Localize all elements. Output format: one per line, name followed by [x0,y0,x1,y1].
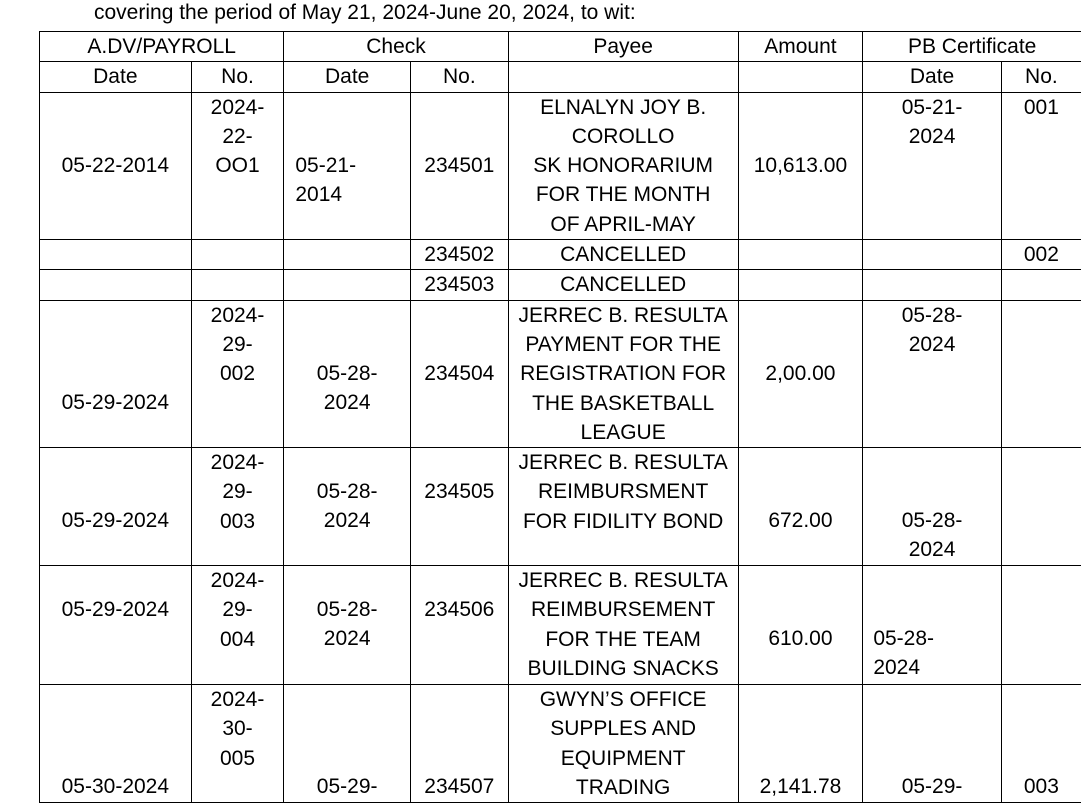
pb-date-cell [863,240,1001,270]
header-check-date: Date [284,62,411,92]
check-no-cell [410,566,508,685]
check-date-cell [284,566,411,685]
amount-cell [738,685,863,803]
dv-no-cell [191,92,284,239]
payee-line: SK HONORARIUM [509,151,738,180]
payee-line: REGISTRATION FOR [509,359,738,388]
pb-date-line: 05-28- [863,506,1000,535]
check-no-cell: 234504 [410,300,508,447]
dv-no-line: 2024- [192,685,284,714]
table-row [40,92,1081,239]
payee-line: LEAGUE [509,418,738,447]
dv-date-line: 05-29-2024 [40,595,191,624]
payee-cell [508,92,738,239]
table-row [40,685,1081,803]
dv-no-line: 005 [192,744,284,773]
table-row [40,240,1081,270]
check-date-line: 2024 [284,388,410,417]
dv-date-cell: 05-22-2014 [40,92,192,239]
pb-date-line: 05-28- [863,301,1000,330]
payee-cell [508,300,738,447]
dv-date-line: 05-30-2024 [40,772,191,801]
dv-no-line: 002 [192,359,284,388]
dv-date-cell [40,685,192,803]
amount-line: 672.00 [739,506,863,535]
header-dv-no: No. [191,62,284,92]
dv-date-cell [40,448,192,566]
check-date-cell [284,240,411,270]
dv-date-line: 05-29-2024 [40,506,191,535]
amount-line: 2,141.78 [739,772,863,801]
disbursement-table [39,31,1081,803]
dv-date-line: 05-29-2024 [40,388,191,417]
check-date-line: 2014 [295,180,410,209]
amount-cell [738,566,863,685]
payee-line: FOR THE MONTH [509,180,738,209]
dv-no-line: OO1 [192,151,284,180]
dv-no-line: 30- [192,714,284,743]
dv-date-cell [40,270,192,300]
pb-date-line: 2024 [863,330,1000,359]
check-date-line: 05-28- [284,477,410,506]
check-no-cell: 234501 [410,92,508,239]
header-pb-no: No. [1001,62,1081,92]
dv-no-cell [191,448,284,566]
check-no-line: 234505 [411,477,508,506]
header-dv-date: Date [40,62,192,92]
header-row-sub [40,62,1081,92]
header-row-group [40,32,1081,62]
table-row [40,566,1081,685]
payee-line: PAYMENT FOR THE [509,330,738,359]
payee-line: THE BASKETBALL [509,389,738,418]
pb-date-line: 05-29- [863,772,1000,801]
dv-no-line: 2024- [192,448,284,477]
check-no-cell: 234502 [410,240,508,270]
header-payee: Payee [508,32,738,62]
dv-no-cell [191,240,284,270]
header-pb-date: Date [863,62,1001,92]
pb-date-cell [863,448,1001,566]
payee-line: ELNALYN JOY B. [509,93,738,122]
table-row [40,448,1081,566]
payee-line: BUILDING SNACKS [509,654,738,683]
header-check: Check [284,32,508,62]
pb-no-line: 003 [1002,772,1081,801]
amount-cell [738,270,863,300]
header-dv-payroll: A.DV/PAYROLL [40,32,284,62]
dv-no-line: 2024- [192,566,284,595]
check-date-line: 05-28- [284,359,410,388]
payee-line: REIMBURSMENT [509,477,738,506]
check-no-cell: 234503 [410,270,508,300]
payee-line: GWYN’S OFFICE [509,685,738,714]
dv-no-line: 003 [192,507,284,536]
header-payee-blank [508,62,738,92]
dv-date-cell [40,566,192,685]
pb-no-cell [1001,685,1081,803]
check-date-cell [284,270,411,300]
check-date-cell [284,448,411,566]
pb-no-cell [1001,566,1081,685]
check-date-line: 05-28- [284,595,410,624]
check-no-line: 234507 [411,772,508,801]
dv-no-line: 004 [192,625,284,654]
payee-line: JERREC B. RESULTA [509,301,738,330]
table-row [40,300,1081,447]
payee-line: FOR FIDILITY BOND [509,507,738,536]
dv-no-line: 29- [192,595,284,624]
check-date-line: 05-29- [284,772,410,801]
dv-no-line: 29- [192,330,284,359]
dv-no-cell [191,300,284,447]
amount-line: 610.00 [739,624,863,653]
payee-line: SUPPLES AND [509,714,738,743]
check-date-line: 2024 [284,506,410,535]
payee-line: COROLLO [509,122,738,151]
payee-line: FOR THE TEAM [509,625,738,654]
pb-no-cell [1001,270,1081,300]
pb-date-line: 05-21- [863,93,1000,122]
header-check-no: No. [410,62,508,92]
pb-date-line: 05-28- [873,624,1000,653]
payee-cell: CANCELLED [508,270,738,300]
payee-line: JERREC B. RESULTA [509,448,738,477]
amount-cell: 2,00.00 [738,300,863,447]
header-amount-blank [738,62,863,92]
amount-cell [738,448,863,566]
payee-line: EQUIPMENT [509,744,738,773]
check-date-cell [284,685,411,803]
pb-date-line: 2024 [863,535,1000,564]
pb-date-cell [863,92,1001,239]
payee-line: TRADING [509,773,738,802]
pb-date-line: 2024 [873,653,1000,682]
pb-no-cell [1001,300,1081,447]
payee-cell: CANCELLED [508,240,738,270]
payee-cell [508,685,738,803]
dv-no-line: 22- [192,122,284,151]
pb-no-cell: 002 [1001,240,1081,270]
pb-date-cell [863,566,1001,685]
dv-date-cell [40,240,192,270]
pb-date-cell [863,270,1001,300]
pb-no-cell: 001 [1001,92,1081,239]
check-date-line: 2024 [284,624,410,653]
pb-date-cell [863,685,1001,803]
payee-line: JERREC B. RESULTA [509,566,738,595]
dv-no-line: 2024- [192,301,284,330]
check-no-cell [410,448,508,566]
dv-no-cell [191,685,284,803]
check-no-line: 234506 [411,595,508,624]
dv-date-cell [40,300,192,447]
intro-line: covering the period of May 21, 2024-June 20, 2024, to wit: [94,0,636,26]
check-no-cell [410,685,508,803]
amount-cell [738,240,863,270]
check-date-cell [284,300,411,447]
header-amount: Amount [738,32,863,62]
pb-date-cell [863,300,1001,447]
table-row [40,270,1081,300]
check-date-line: 05-21- [295,151,410,180]
check-date-cell [284,92,411,239]
payee-cell [508,566,738,685]
pb-no-cell [1001,448,1081,566]
dv-no-cell [191,566,284,685]
dv-no-line: 2024- [192,93,284,122]
header-pb-certificate: PB Certificate [863,32,1081,62]
dv-no-line: 29- [192,477,284,506]
payee-line: REIMBURSEMENT [509,595,738,624]
pb-date-line: 2024 [863,122,1000,151]
dv-no-cell [191,270,284,300]
amount-cell: 10,613.00 [738,92,863,239]
payee-line: OF APRIL-MAY [509,210,738,239]
payee-cell [508,448,738,566]
